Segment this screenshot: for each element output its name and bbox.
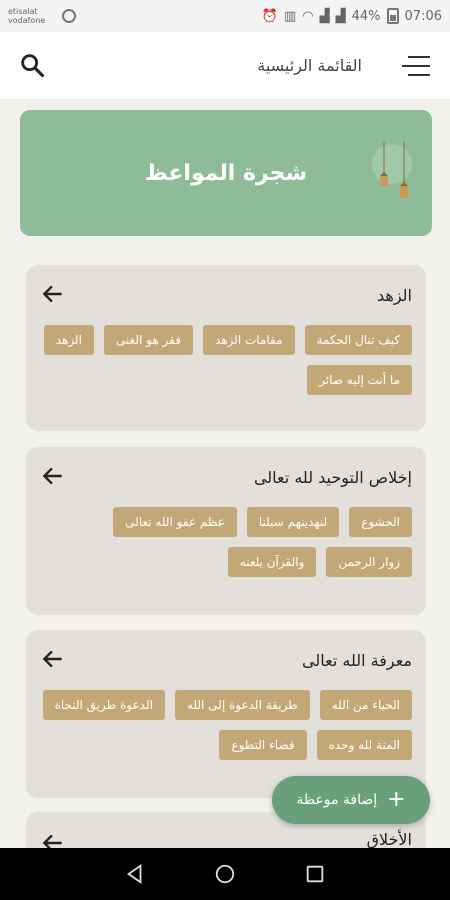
status-time: 07:06 (404, 8, 442, 24)
carrier-2: vodafone (8, 16, 46, 25)
section-card (26, 447, 426, 615)
chip[interactable]: ما أنت إليه صائر (307, 365, 412, 395)
banner-title: شجرة المواعظ (144, 160, 308, 186)
search-icon[interactable] (18, 51, 48, 81)
plus-icon: + (387, 787, 406, 812)
page-title: القائمة الرئيسية (257, 56, 362, 75)
chip[interactable]: عظم عفو الله تعالى (113, 507, 237, 537)
system-nav-bar (0, 848, 450, 900)
arrow-left-icon[interactable] (40, 463, 68, 491)
chip[interactable]: قضاء التطوع (219, 730, 306, 760)
battery-icon (387, 8, 399, 24)
section-title: معرفة الله تعالى (302, 650, 412, 670)
home-circle-icon[interactable] (214, 863, 236, 885)
chip[interactable]: الدعوة طريق النجاة (43, 690, 165, 720)
wifi-icon: ◠ (302, 8, 314, 24)
vibrate-icon: ▥ (283, 8, 297, 24)
signal-icon-2: ▟ (335, 8, 346, 24)
carrier-1: etisalat (8, 7, 38, 16)
battery-percent: 44% (351, 8, 381, 24)
chip[interactable]: مقامات الزهد (203, 325, 295, 355)
section-title: الزهد (377, 285, 412, 305)
chip[interactable]: زوار الرحمن (326, 547, 412, 577)
app-bar (0, 32, 450, 100)
carrier-names (8, 7, 54, 25)
section-card (26, 630, 426, 798)
chip[interactable]: الخشوع (349, 507, 412, 537)
arrow-left-icon[interactable] (40, 646, 68, 674)
hamburger-icon[interactable] (402, 51, 432, 81)
banner[interactable] (20, 110, 432, 236)
section-header[interactable] (26, 630, 426, 690)
back-triangle-icon[interactable] (124, 863, 146, 885)
status-bar (0, 0, 450, 32)
section-header[interactable] (26, 265, 426, 325)
notification-icon (62, 9, 76, 23)
chip[interactable]: كيف تنال الحكمة (305, 325, 412, 355)
chip[interactable]: طريقة الدعوة إلى الله (175, 690, 310, 720)
alarm-icon: ⏰ (261, 8, 278, 24)
chip[interactable]: المنة لله وحده (317, 730, 412, 760)
section-title: إخلاص التوحيد لله تعالى (253, 467, 412, 487)
chip[interactable]: الحياء من الله (320, 690, 412, 720)
arrow-left-icon[interactable] (40, 281, 68, 309)
add-sermon-label: إضافة موعظة (296, 792, 378, 808)
recents-square-icon[interactable] (304, 863, 326, 885)
add-sermon-button[interactable] (272, 776, 430, 824)
status-right (262, 8, 442, 24)
arrow-left-icon[interactable] (40, 830, 68, 848)
section-header[interactable] (26, 447, 426, 507)
chip[interactable]: لنهدينهم سبلنا (247, 507, 339, 537)
signal-icon: ▟ (319, 8, 330, 24)
chip[interactable]: والقرآن يلعنه (228, 547, 317, 577)
chip-list (26, 690, 426, 774)
lantern-icon (370, 142, 414, 212)
chip-list (26, 325, 426, 409)
section-title: الأخلاق (366, 830, 412, 848)
chip-list (26, 507, 426, 591)
chip[interactable]: فقر هو الغنى (104, 325, 193, 355)
chip[interactable]: الزهد (44, 325, 94, 355)
section-card (26, 265, 426, 431)
